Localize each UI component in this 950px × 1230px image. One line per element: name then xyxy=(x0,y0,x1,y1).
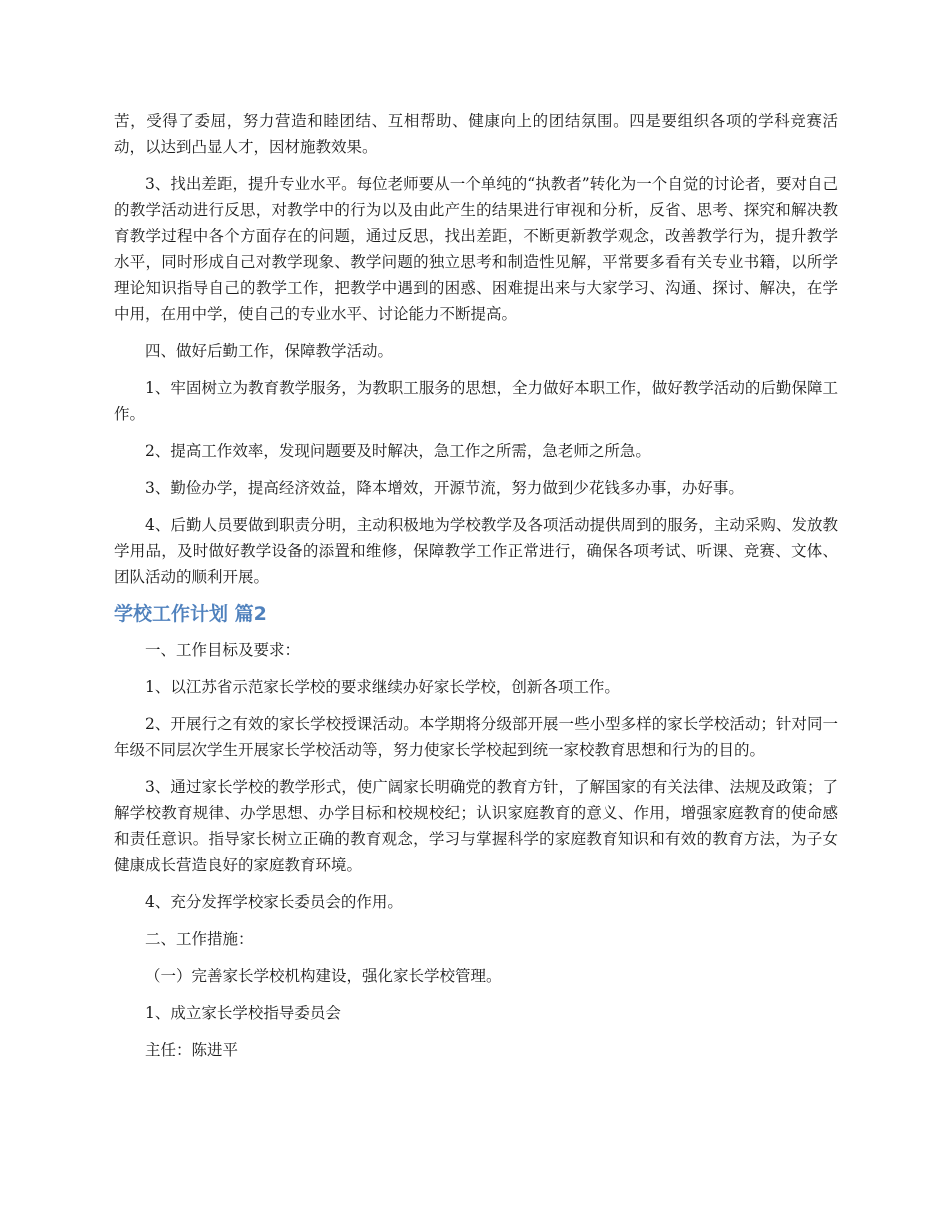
paragraph-director: 主任：陈进平 xyxy=(145,1041,239,1059)
paragraph-logistics-1: 1、牢固树立为教育教学服务，为教职工服务的思想，全力做好本职工作，做好教学活动的后勤保障工作。 xyxy=(114,379,838,423)
paragraph-goal-4: 4、充分发挥学校家长委员会的作用。 xyxy=(145,893,403,911)
paragraph-find-gaps: 3、找出差距，提升专业水平。每位老师要从一个单纯的“执教者”转化为一个自觉的讨论者，要对自己的教学活动进行反思，对教学中的行为以及由此产生的结果进行审视和分析，反省、思考、探究和解决教育教学过程中各个方面存在的问题，通过反思，找出差距，不断更新教学观念，改善教学行为，提升教学水平，同时形成自己对教学现象、教学问题的独立思考和制造性见解，平常要多看有关专业书籍，以所学理论知识指导自己的教学工作，把教学中遇到的困惑、困难提出来与大家学习、沟通、探讨、解决，在学中用，在用中学，使自己的专业水平、讨论能力不断提高。 xyxy=(114,175,838,323)
section-heading: 学校工作计划 篇2 xyxy=(114,603,267,625)
document-page xyxy=(114,108,838,1063)
paragraph-goal-2: 2、开展行之有效的家长学校授课活动。本学期将分级部开展一些小型多样的家长学校活动；针对同一年级不同层次学生开展家长学校活动等，努力使家长学校起到统一家校教育思想和行为的目的。 xyxy=(114,715,838,759)
paragraph-goal-3: 3、通过家长学校的教学形式，使广阔家长明确党的教育方针，了解国家的有关法律、法规及政策；了解学校教育规律、办学思想、办学目标和校规校纪；认识家庭教育的意义、作用，增强家庭教育的使命感和责任意识。指导家长树立正确的教育观念，学习与掌握科学的家庭教育知识和有效的教育方法，为子女健康成长营造良好的家庭教育环境。 xyxy=(114,778,838,874)
paragraph-continuation: 苦，受得了委屈，努力营造和睦团结、互相帮助、健康向上的团结氛围。四是要组织各项的学科竞赛活动，以达到凸显人才，因材施教效果。 xyxy=(114,112,838,156)
paragraph-logistics-3: 3、勤俭办学，提高经济效益，降本增效，开源节流，努力做到少花钱多办事，办好事。 xyxy=(145,479,744,497)
paragraph-goal-1: 1、以江苏省示范家长学校的要求继续办好家长学校，创新各项工作。 xyxy=(145,678,620,696)
paragraph-committee: 1、成立家长学校指导委员会 xyxy=(145,1004,341,1022)
paragraph-measures-heading: 二、工作措施： xyxy=(145,930,254,948)
paragraph-goals-heading: 一、工作目标及要求： xyxy=(145,641,301,659)
paragraph-logistics-4: 4、后勤人员要做到职责分明，主动积极地为学校教学及各项活动提供周到的服务，主动采购、发放教学用品，及时做好教学设备的添置和维修，保障教学工作正常进行，确保各项考试、听课、竞赛、文体、团队活动的顺利开展。 xyxy=(114,516,838,586)
paragraph-logistics-2: 2、提高工作效率，发现问题要及时解决，急工作之所需，急老师之所急。 xyxy=(145,442,651,460)
paragraph-measure-1: （一）完善家长学校机构建设，强化家长学校管理。 xyxy=(145,967,502,985)
paragraph-logistics-heading: 四、做好后勤工作，保障教学活动。 xyxy=(145,342,394,360)
